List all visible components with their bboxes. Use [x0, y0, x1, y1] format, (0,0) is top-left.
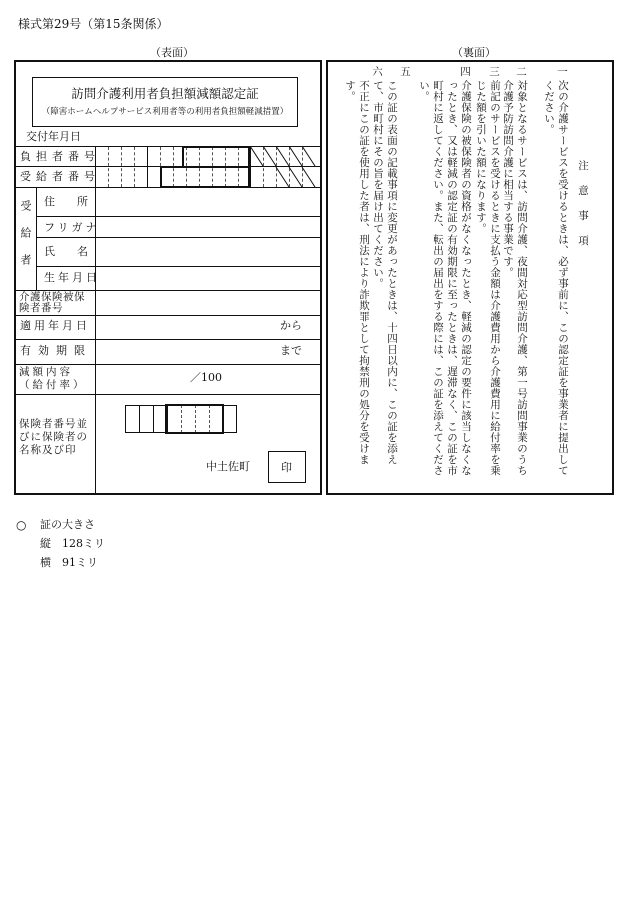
front-side-label: （表面）	[150, 46, 194, 59]
recipient-group-label: 受給者	[19, 200, 32, 281]
note-1-text: 次の介護サービスを受けるときは、必ず事前に、この認定証を事業者に提出してください。	[543, 80, 569, 476]
notes-title: 注 意 事 項	[577, 160, 589, 248]
size-note-width: 横 91ミリ	[40, 556, 98, 569]
note-2-text: 対象となるサービスは、訪問介護、夜間対応型訪問介護、第一号訪問事業のうち介護予防訪問介護に相当する事業です。	[502, 80, 528, 476]
note-6-number: 六	[371, 66, 383, 77]
insured-number-label: 介護保険被保険者番号	[19, 291, 85, 314]
reduction-label: 減額内容（給付率）	[19, 366, 87, 391]
note-4-number: 四	[459, 66, 471, 77]
note-1-number: 一	[556, 66, 568, 77]
unused-cells-diagonals	[250, 146, 322, 188]
start-date-suffix: から	[280, 319, 302, 332]
card-title: 訪問介護利用者負担額減額認定証	[71, 86, 259, 101]
note-5-number: 五	[399, 66, 411, 77]
recipient-number-label: 受給者番号	[20, 170, 100, 183]
burden-number-label: 負担者番号	[20, 150, 100, 163]
note-4-text: 介護保険の被保険者の資格がなくなったとき、軽減の認定の要件に該当しなくなったとき、又は軽減の認定証の有効期限に至ったときは、遅滞なく、この証を市町村に返してください。また、転出の届出をする際には、この証を添えてください。	[418, 80, 472, 476]
title-box	[32, 77, 298, 127]
note-5-text: この証の表面の記載事項に変更があったときは、十四日以内に、この証を添えて、市町村にその旨を届け出てください。	[372, 80, 398, 465]
issuer-town: 中土佐町	[206, 460, 250, 473]
birth-date-label: 生年月日	[44, 271, 100, 284]
validity-label: 有効期限	[20, 344, 92, 357]
reduction-value: ／100	[190, 371, 222, 384]
name-label: 氏名	[44, 245, 110, 258]
note-3-text: 前記のサービスを受けるときに支払う金額は介護費用から介護費用に給付率を乗じた額を引いた額になります。	[475, 80, 501, 476]
insurer-label: 保険者番号並びに保険者の名称及び印	[19, 418, 88, 456]
burden-number-highlight	[182, 146, 250, 168]
form-number: 様式第29号（第15条関係）	[18, 17, 169, 31]
start-date-label: 適用年月日	[20, 319, 90, 332]
back-side-label: （裏面）	[452, 46, 496, 59]
recipient-number-highlight	[160, 166, 250, 188]
issue-date-label: 交付年月日	[26, 130, 81, 143]
seal-label: 印	[281, 461, 292, 474]
size-note-bullet: ○	[16, 518, 27, 532]
note-2-number: 二	[515, 66, 527, 77]
note-6-text: 不正にこの証を使用した者は、刑法により詐欺罪として拘禁刑の処分を受けます。	[344, 80, 370, 465]
validity-suffix: まで	[280, 344, 302, 357]
card-subtitle: （障害ホームヘルプサービス利用者等の利用者負担額軽減措置）	[41, 107, 289, 117]
furigana-label: フリガナ	[44, 221, 100, 234]
insurer-number-highlight	[165, 404, 224, 434]
note-3-number: 三	[488, 66, 500, 77]
size-note-label: 証の大きさ	[40, 518, 95, 531]
size-note-height: 縦 128ミリ	[40, 537, 105, 550]
address-label: 住所	[44, 195, 110, 208]
